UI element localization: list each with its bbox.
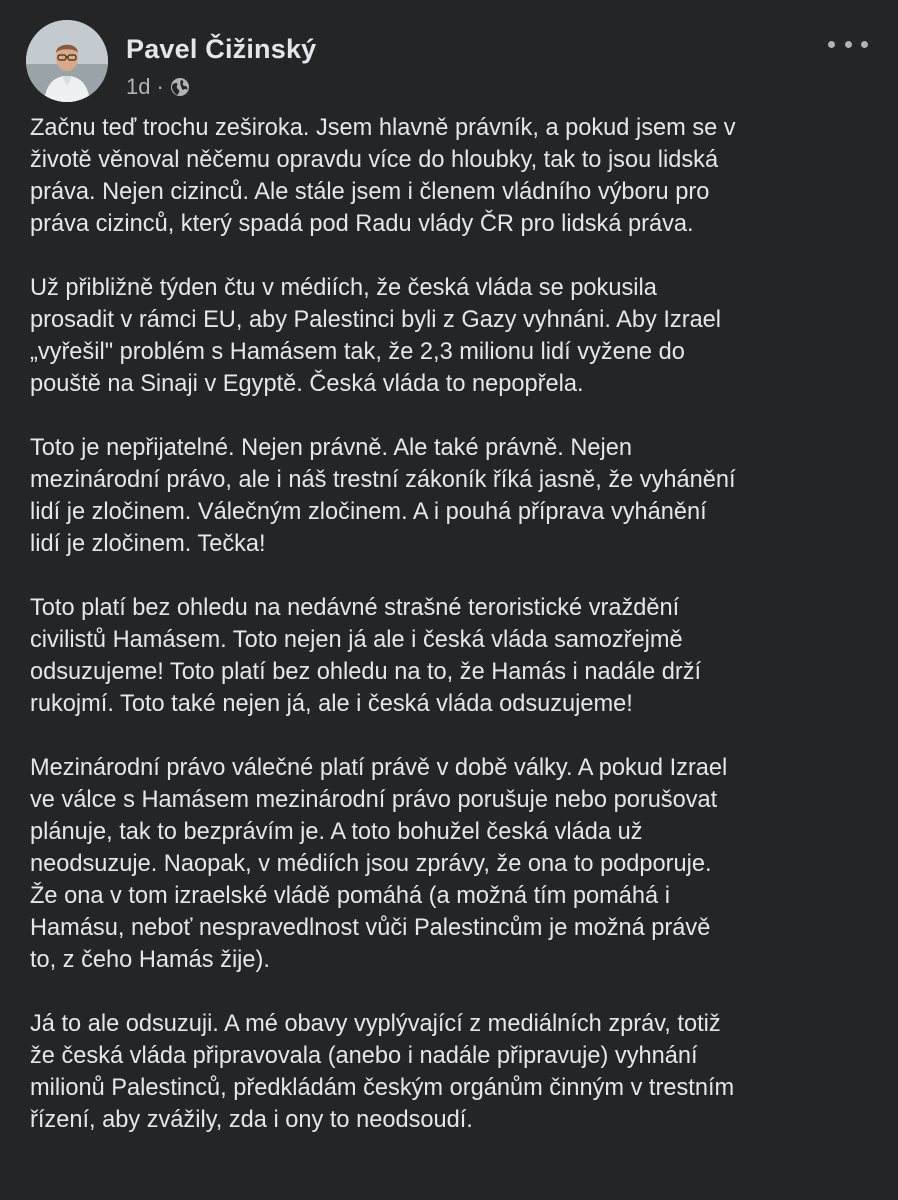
post-header [26, 20, 872, 104]
post-paragraph-2: Už přibližně týden čtu v médiích, že česká vláda se pokusila prosadit v rámci EU, aby Palestinci byli z Gazy vyhnáni. Aby Izrael „vyřešil" problém s Hamásem tak, že 2,3 milionu lidí vyžene do pouště na Sinaji v Egyptě. Česká vláda to nepopřela. [30, 275, 722, 397]
post-timestamp[interactable]: 1d [126, 74, 151, 99]
post-paragraph-3: Toto je nepřijatelné. Nejen právně. Ale také právně. Nejen mezinárodní právo, ale i náš trestní zákoník říká jasně, že vyhánění lidí je zločinem. Válečným zločinem. A i pouhá příprava vyhánění lidí je zločinem. Tečka! [30, 435, 736, 557]
author-avatar[interactable] [26, 20, 108, 102]
post-paragraph-6: Já to ale odsuzuji. A mé obavy vyplývající z mediálních zpráv, totiž že česká vláda připravovala (anebo i nadále připravuje) vyhnání milionů Palestinců, předkládám českým orgánům činným v trestním řízení, aby zvážily, zda i ony to neodsoudí. [30, 1011, 735, 1133]
author-name[interactable]: Pavel Čižinský [126, 34, 317, 64]
post-paragraph-5: Mezinárodní právo válečné platí právě v době války. A pokud Izrael ve válce s Hamásem mezinárodní právo porušuje nebo porušovat plánuje, tak to bezprávím je. A toto bohužel česká vláda už neodsuzuje. Naopak, v médiích jsou zprávy, že ona to podporuje. Že ona v tom izraelské vládě pomáhá (a možná tím pomáhá i Hamásu, neboť nespravedlnost vůči Palestincům je možná právě to, z čeho Hamás žije). [30, 755, 728, 973]
post-paragraph-1: Začnu teď trochu zeširoka. Jsem hlavně právník, a pokud jsem se v životě věnoval něčemu opravdu více do hloubky, tak to jsou lidská práva. Nejen cizinců. Ale stále jsem i členem vládního výboru pro práva cizinců, který spadá pod Radu vlády ČR pro lidská práva. [30, 115, 736, 237]
post-body [30, 112, 880, 1168]
post-paragraph-4: Toto platí bez ohledu na nedávné strašné teroristické vraždění civilistů Hamásem. Toto nejen já ale i česká vláda samozřejmě odsuzujeme! Toto platí bez ohledu na to, že Hamás i nadále drží rukojmí. Toto také nejen já, ale i česká vláda odsuzujeme! [30, 595, 702, 717]
more-dot [861, 41, 868, 48]
globe-icon[interactable] [170, 77, 190, 97]
more-options-icon[interactable] [828, 32, 868, 56]
avatar-image-icon [26, 20, 108, 102]
more-dot [828, 41, 835, 48]
post-meta [126, 74, 190, 100]
more-dot [845, 41, 852, 48]
meta-separator: · [156, 74, 164, 99]
